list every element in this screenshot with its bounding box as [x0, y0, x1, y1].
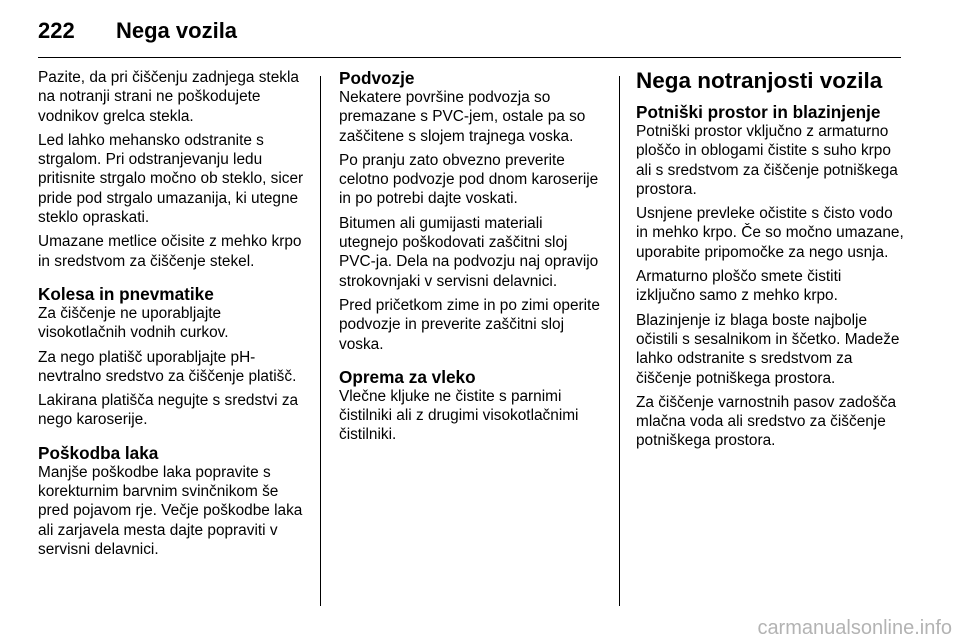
paragraph-paint-damage: Manjše poškodbe laka popravite s korekturnim barvnim svinčnikom še pred pojavom rje. Večje poškodbe laka ali zarjavela mesta dajte popraviti v servisni delavnici. — [38, 463, 303, 558]
paragraph-wiper-blades: Umazane metlice očisite z mehko krpo in sredstvom za čiščenje stekel. — [38, 233, 302, 270]
column-3 — [636, 68, 904, 456]
paragraph-cabin-3: Armaturno ploščo smete čistiti izključno samo z mehko krpo. — [636, 268, 842, 305]
header-rule — [38, 57, 901, 58]
heading-wheels-tyres: Kolesa in pnevmatike — [38, 283, 214, 304]
paragraph-cabin-1: Potniški prostor vključno z armaturno ploščo in oblogami čistite s suho krpo ali s sredstvom za čiščenje potniškega prostora. — [636, 123, 898, 198]
paragraph-wheels-1: Za čiščenje ne uporabljajte visokotlačnih vodnih curkov. — [38, 304, 229, 342]
paragraph-cabin-4: Blazinjenje iz blaga boste najbolje očistili s sesalnikom in ščetko. Madeže lahko odstranite s sredstvom za čiščenje potniškega prostora. — [636, 311, 900, 387]
column-divider-2 — [619, 76, 620, 606]
heading-cabin-upholstery: Potniški prostor in blazinjenje — [636, 102, 881, 122]
paragraph-underbody-2: Po pranju zato obvezno preverite celotno podvozje pod dnom karoserije in po potrebi dajte voskati. — [339, 151, 599, 208]
paragraph-towing: Vlečne kljuke ne čistite s parnimi čistilniki ali z drugimi visokotlačnimi čistilniki. — [339, 387, 579, 444]
paragraph-underbody-3: Bitumen ali gumijasti materiali utegnejo poškodovati zaščitni sloj PVC-ja. Dela na podvozju naj opravijo strokovnjaki v servisni delavnici. — [339, 214, 599, 290]
column-2 — [339, 68, 605, 450]
heading-underbody: Podvozje — [339, 68, 415, 88]
page-header — [38, 14, 237, 48]
paragraph-rear-window: Pazite, da pri čiščenju zadnjega stekla na notranji strani ne poškodujete vodnikov grelca stekla. — [38, 69, 299, 125]
paragraph-wheels-2: Za nego platišč uporabljajte pH-nevtralno sredstvo za čiščenje platišč. — [38, 348, 297, 385]
paragraph-cabin-5: Za čiščenje varnostnih pasov zadošča mlačna voda ali sredstvo za čiščenje potniškega prostora. — [636, 393, 897, 450]
column-1 — [38, 68, 306, 564]
page-number: 222 — [38, 18, 75, 43]
page-title: Nega vozila — [116, 18, 238, 43]
paragraph-wheels-3: Lakirana platišča negujte s sredstvi za nego karoserije. — [38, 392, 299, 429]
heading-interior-care: Nega notranjosti vozila — [636, 68, 883, 93]
paragraph-cabin-2: Usnjene prevleke očistite s čisto vodo in mehko krpo. Če so močno umazane, uporabite pripomočke za nego usnja. — [636, 205, 904, 261]
heading-towing-equipment: Oprema za vleko — [339, 366, 476, 387]
paragraph-underbody-4: Pred pričetkom zime in po zimi operite podvozje in preverite zaščitni sloj voska. — [339, 296, 600, 353]
watermark: carmanualsonline.info — [757, 617, 952, 639]
paragraph-ice-scraper: Led lahko mehansko odstranite s strgalom. Pri odstranjevanju ledu pritisnite strgalo močno ob steklo, sicer pride pod strgalo umazanija, ki utegne steklo opraskati. — [38, 131, 304, 227]
heading-paint-damage: Poškodba laka — [38, 442, 159, 463]
column-divider-1 — [320, 76, 321, 606]
paragraph-underbody-1: Nekatere površine podvozja so premazane s PVC-jem, ostale pa so zaščitene s slojem trajnega voska. — [339, 89, 586, 145]
